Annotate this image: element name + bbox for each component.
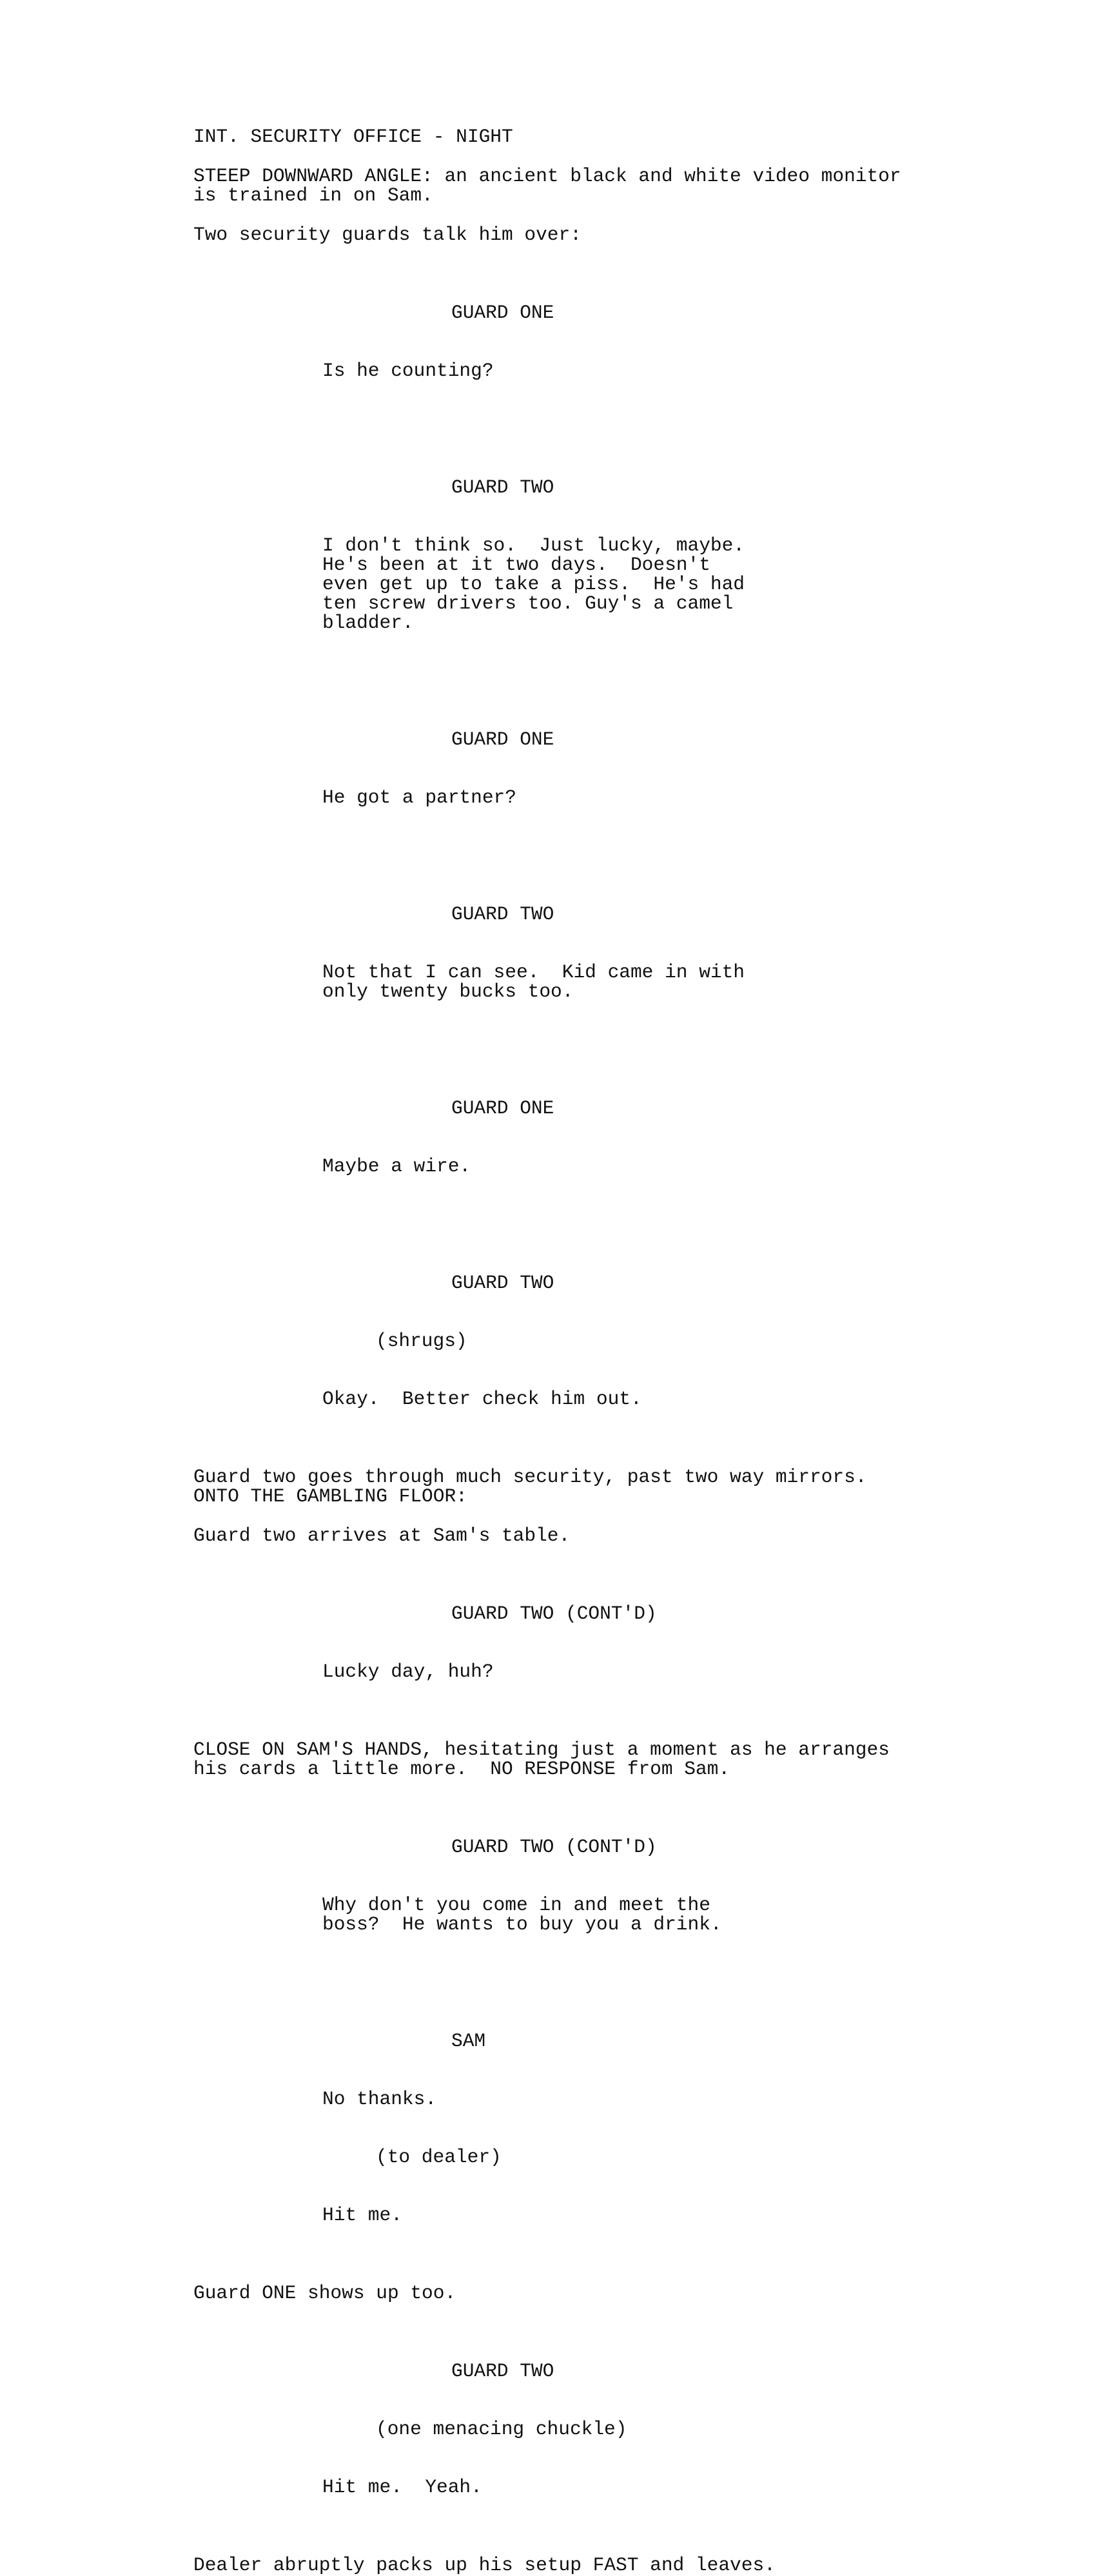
- dialogue-text: Why don't you come in and meet the boss? He wants to buy you a drink.: [322, 1894, 722, 1935]
- screenplay-body: [193, 127, 1006, 2575]
- action-line: Guard two goes through much security, past two way mirrors. ONTO THE GAMBLING FLOOR:: [193, 1466, 867, 1507]
- parenthetical: (one menacing chuckle): [376, 2418, 627, 2440]
- character-name: GUARD ONE: [451, 1097, 554, 1119]
- character-name: GUARD TWO (CONT'D): [451, 1836, 657, 1858]
- dialogue-block: [193, 264, 1006, 419]
- dialogue-text: I don't think so. Just lucky, maybe. He's been at it two days. Doesn't even get up to take a piss. He's had ten screw drivers too. Guy's a camel bladder.: [322, 534, 745, 634]
- action-line: STEEP DOWNWARD ANGLE: an ancient black and white video monitor is trained in on Sam.: [193, 165, 901, 206]
- dialogue-block: [193, 1565, 1006, 1720]
- dialogue-block: [193, 1993, 1006, 2263]
- action-line: Guard ONE shows up too.: [193, 2282, 456, 2304]
- dialogue-text: Hit me. Yeah.: [322, 2476, 482, 2498]
- dialogue-block: [193, 1799, 1006, 1973]
- parenthetical: (to dealer): [376, 2146, 502, 2168]
- scene-heading: INT. SECURITY OFFICE - NIGHT: [193, 126, 513, 148]
- dialogue-text: No thanks.: [322, 2088, 437, 2110]
- character-name: SAM: [451, 2030, 486, 2052]
- dialogue-block: [193, 691, 1006, 846]
- character-name: GUARD TWO (CONT'D): [451, 1603, 657, 1625]
- action-line: Two security guards talk him over:: [193, 224, 582, 246]
- character-name: GUARD TWO: [451, 2360, 554, 2382]
- dialogue-block: [193, 1060, 1006, 1215]
- action-line: Dealer abruptly packs up his setup FAST and leaves.: [193, 2554, 776, 2576]
- dialogue-text: Maybe a wire.: [322, 1155, 471, 1177]
- parenthetical: (shrugs): [376, 1330, 467, 1352]
- dialogue-block: [193, 439, 1006, 671]
- dialogue-text: Is he counting?: [322, 360, 494, 382]
- dialogue-text: He got a partner?: [322, 786, 516, 808]
- action-line: CLOSE ON SAM'S HANDS, hesitating just a moment as he arranges his cards a little more. NO RESPONSE from Sam.: [193, 1739, 890, 1780]
- dialogue-text: Not that I can see. Kid came in with only twenty bucks too.: [322, 961, 745, 1002]
- character-name: GUARD ONE: [451, 728, 554, 750]
- character-name: GUARD ONE: [451, 302, 554, 324]
- character-name: GUARD TWO: [451, 476, 554, 498]
- dialogue-block: [193, 866, 1006, 1040]
- dialogue-text: Hit me.: [322, 2204, 402, 2226]
- dialogue-block: [193, 2323, 1006, 2535]
- dialogue-text: Okay. Better check him out.: [322, 1388, 642, 1410]
- character-name: GUARD TWO: [451, 1272, 554, 1294]
- action-line: Guard two arrives at Sam's table.: [193, 1525, 571, 1547]
- character-name: GUARD TWO: [451, 903, 554, 925]
- dialogue-block: [193, 1234, 1006, 1447]
- dialogue-text: Lucky day, huh?: [322, 1661, 494, 1683]
